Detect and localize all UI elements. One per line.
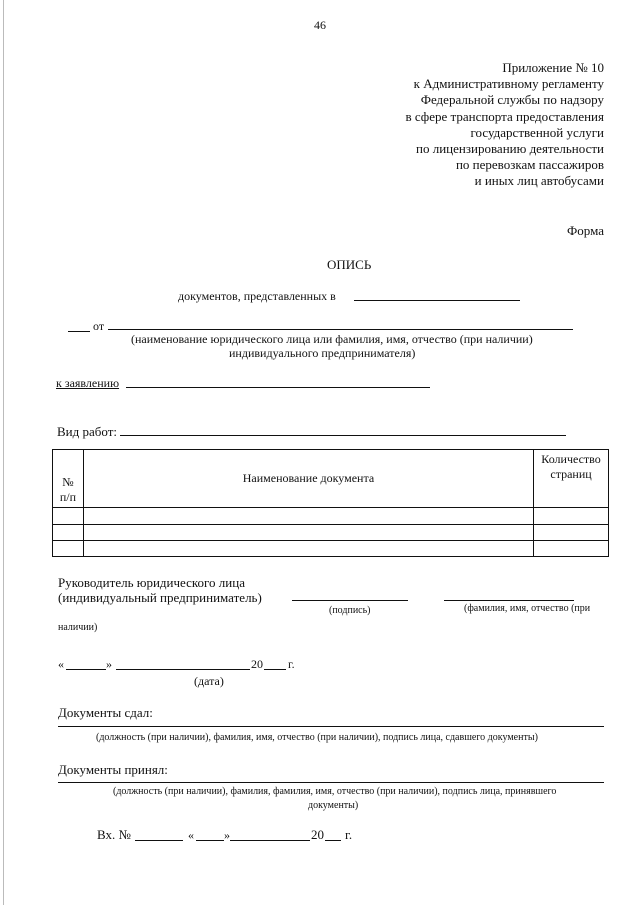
header-line: по лицензированию деятельности bbox=[416, 141, 604, 157]
from-label: от bbox=[93, 319, 105, 333]
subtitle-blank-line bbox=[354, 300, 520, 301]
handed-caption: (должность (при наличии), фамилия, имя, отчество (при наличии), подпись лица, сдавшего документы) bbox=[96, 732, 538, 743]
fio-line bbox=[444, 600, 574, 601]
table-cell[interactable] bbox=[83, 508, 533, 525]
appendix-header bbox=[405, 60, 604, 190]
signature-line bbox=[292, 600, 408, 601]
application-blank-line bbox=[126, 387, 430, 388]
header-line: Федеральной службы по надзору bbox=[420, 92, 604, 108]
work-type-label: Вид работ: bbox=[57, 424, 117, 439]
received-label: Документы принял: bbox=[58, 762, 168, 777]
table-cell[interactable] bbox=[534, 525, 609, 541]
table-cell[interactable] bbox=[534, 508, 609, 525]
incoming-year-prefix: 20 bbox=[311, 827, 324, 842]
header-line: государственной услуги bbox=[470, 124, 604, 140]
date-year-suffix: г. bbox=[288, 657, 295, 671]
from-caption: (наименование юридического лица или фамилия, имя, отчество (при наличии) bbox=[131, 332, 533, 346]
incoming-label: Вх. № bbox=[97, 827, 131, 842]
incoming-year-suffix: г. bbox=[345, 827, 353, 842]
head-title: Руководитель юридического лица bbox=[58, 575, 245, 590]
table-cell[interactable] bbox=[534, 541, 609, 557]
date-caption: (дата) bbox=[194, 674, 224, 688]
incoming-day-line bbox=[196, 840, 224, 841]
table-row bbox=[53, 525, 609, 541]
subtitle: документов, представленных в bbox=[178, 289, 336, 303]
incoming-close-quote: » bbox=[224, 828, 230, 842]
date-close-quote: » bbox=[106, 657, 112, 671]
header-line: и иных лиц автобусами bbox=[474, 173, 604, 189]
date-month-line bbox=[116, 669, 250, 670]
table-cell[interactable] bbox=[53, 525, 84, 541]
col-name-header: Наименование документа bbox=[83, 450, 533, 508]
application-label: к заявлению bbox=[56, 376, 120, 390]
table-row bbox=[53, 508, 609, 525]
table-row bbox=[53, 541, 609, 557]
page-number: 46 bbox=[314, 18, 326, 32]
fio-caption-cont: наличии) bbox=[58, 622, 98, 633]
received-line bbox=[58, 782, 604, 783]
table-cell[interactable] bbox=[83, 525, 533, 541]
fio-caption: (фамилия, имя, отчество (при bbox=[464, 603, 591, 614]
document-title: ОПИСЬ bbox=[327, 257, 372, 272]
col-pages-header: Количество страниц bbox=[534, 450, 609, 508]
form-label: Форма bbox=[567, 223, 604, 238]
head-subtitle: (индивидуальный предприниматель) bbox=[58, 590, 262, 605]
from-blank-line bbox=[108, 329, 573, 330]
header-line: по перевозкам пассажиров bbox=[455, 157, 604, 173]
date-open-quote: « bbox=[58, 657, 64, 671]
received-caption: (должность (при наличии), фамилия, фамилия, имя, отчество (при наличии), подпись лица, принявшего bbox=[113, 786, 557, 797]
incoming-number-line bbox=[135, 840, 183, 841]
header-line: в сфере транспорта предоставления bbox=[405, 108, 604, 124]
table-cell[interactable] bbox=[83, 541, 533, 557]
table-cell[interactable] bbox=[53, 541, 84, 557]
incoming-month-line bbox=[230, 840, 310, 841]
date-day-line bbox=[66, 669, 106, 670]
handed-label: Документы сдал: bbox=[58, 705, 153, 720]
header-line: Приложение № 10 bbox=[502, 60, 604, 75]
from-prefix-line bbox=[68, 331, 90, 332]
handed-line bbox=[58, 726, 604, 727]
incoming-year-line bbox=[325, 840, 341, 841]
table-header-row bbox=[53, 450, 609, 508]
col-num-header: № п/п bbox=[53, 450, 84, 508]
table-cell[interactable] bbox=[53, 508, 84, 525]
received-caption-cont: документы) bbox=[308, 800, 359, 811]
date-year-line bbox=[264, 669, 286, 670]
signature-caption: (подпись) bbox=[329, 605, 371, 616]
incoming-open-quote: « bbox=[188, 828, 194, 842]
header-line: к Административному регламенту bbox=[413, 76, 604, 92]
date-year-prefix: 20 bbox=[251, 657, 263, 671]
scan-edge bbox=[3, 0, 4, 905]
work-type-blank-line bbox=[120, 435, 566, 436]
documents-table bbox=[52, 449, 609, 557]
from-caption-cont: индивидуального предпринимателя) bbox=[229, 346, 416, 360]
